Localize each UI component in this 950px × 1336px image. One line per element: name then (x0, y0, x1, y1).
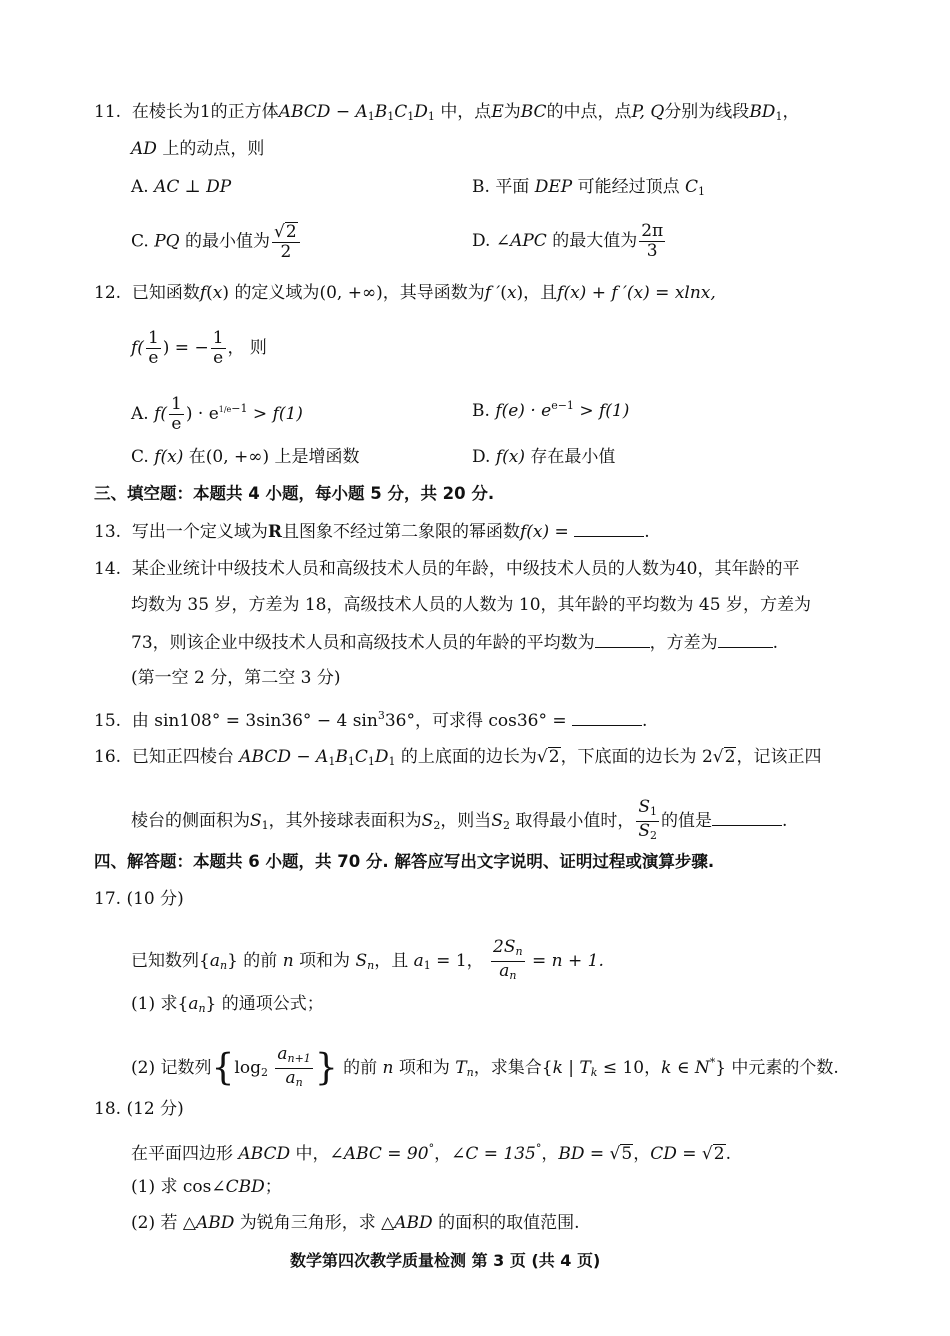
q15: 15. 由 sin108° = 3sin36° − 4 $\sin^336^\circ$，可求得 cos36° = . (94, 709, 648, 731)
q18-header: 18. (12 分) (94, 1099, 184, 1119)
q17-header: 17. (10 分) (94, 889, 184, 909)
section-4-heading: 四、解答题：本题共 6 小题，共 70 分. 解答应写出文字说明、证明过程或演算步骤. (94, 852, 715, 871)
q12-option-a: A. f( $\frac{1}{e}$ ) · $e^{1/e-1} > f(1)$ (131, 394, 303, 434)
q16-line1: 16. 已知正四棱台 ABCD − $A_1B_1C_1D_1$ 的上底面的边长为√2，下底面的边长为 2√2，记该正四 (94, 747, 822, 768)
q11-option-d: D. ∠APC 的最大值为 $\frac{2\pi}{3}$ (472, 221, 664, 261)
q11-line2: AD 上的动点，则 (131, 139, 265, 159)
q11-option-a: A. AC ⊥ DP (131, 177, 232, 197)
q14-line1: 14. 某企业统计中级技术人员和高级技术人员的年龄，中级技术人员的人数为40，其年龄的平 (94, 559, 800, 579)
q11-line1: 11. 在棱长为1的正方体ABCD − $A_1B_1C_1D_1$ 中，点E为BC的中点，点P, Q分别为线段$BD_1$， (94, 102, 800, 123)
q12-option-d: D. f(x) 存在最小值 (472, 447, 616, 467)
q12-line1: 12. 已知函数f(x) 的定义域为(0, +∞)，其导函数为f ′(x)，且f(x) + f ′(x) = xlnx, (94, 283, 716, 303)
section-3-heading: 三、填空题：本题共 4 小题，每小题 5 分，共 20 分. (94, 484, 495, 503)
q17-part2: (2) 记数列{$\log_2$ $\frac{a_{n+1}}{a_n}$ } 的前 n 项和为 $T_n$，求集合{k | $T_k \le 10$，k ∈ N*} 中元素的个数. (131, 1044, 839, 1089)
q12-option-b: B. $f(e) \cdot e^{e-1} > f(1)$ (472, 399, 630, 421)
q12-line2: f( $\frac{1}{e}$ ) = − $\frac{1}{e}$ ， 则 (131, 328, 267, 368)
q11-option-c: C. PQ 的最小值为 $\frac{√2}{2}$ (131, 222, 302, 262)
q14-line3: 73，则该企业中级技术人员和高级技术人员的年龄的平均数为 ，方差为 . (131, 633, 779, 653)
q16-line2: 棱台的侧面积为$S_1$，其外接球表面积为$S_2$，则当$S_2$ 取得最小值时， $\frac{S_1}{S_2}$ 的值是 . (131, 797, 788, 842)
page-footer: 数学第四次教学质量检测 第 3 页 (共 4 页) (290, 1251, 601, 1270)
q11-option-b: B. 平面 DEP 可能经过顶点 $C_1$ (472, 177, 706, 198)
q17-part1: (1) 求$\{a_n\}$ 的通项公式； (131, 994, 324, 1015)
q18-line1: 在平面四边形 ABCD 中，∠ABC = 90°，∠C = 135°，BD = √5，CD = √2. (131, 1142, 731, 1164)
q17-line1: 已知数列$\{a_n\}$ 的前 n 项和为 $S_n$，且 $a_1 = 1$， $\frac{2S_n}{a_n}$ = n + 1. (131, 937, 604, 982)
q14-line2: 均数为 35 岁，方差为 18，高级技术人员的人数为 10，其年龄的平均数为 45 岁，方差为 (131, 595, 811, 615)
q18-part2: (2) 若 △ABD 为锐角三角形，求 △ABD 的面积的取值范围. (131, 1213, 580, 1233)
q12-option-c: C. f(x) 在(0, +∞) 上是增函数 (131, 447, 360, 467)
q14-line4: (第一空 2 分，第二空 3 分) (131, 668, 341, 688)
q13: 13. 写出一个定义域为R且图象不经过第二象限的幂函数f(x) = . (94, 522, 650, 542)
q18-part1: (1) 求 cos∠CBD； (131, 1177, 282, 1197)
